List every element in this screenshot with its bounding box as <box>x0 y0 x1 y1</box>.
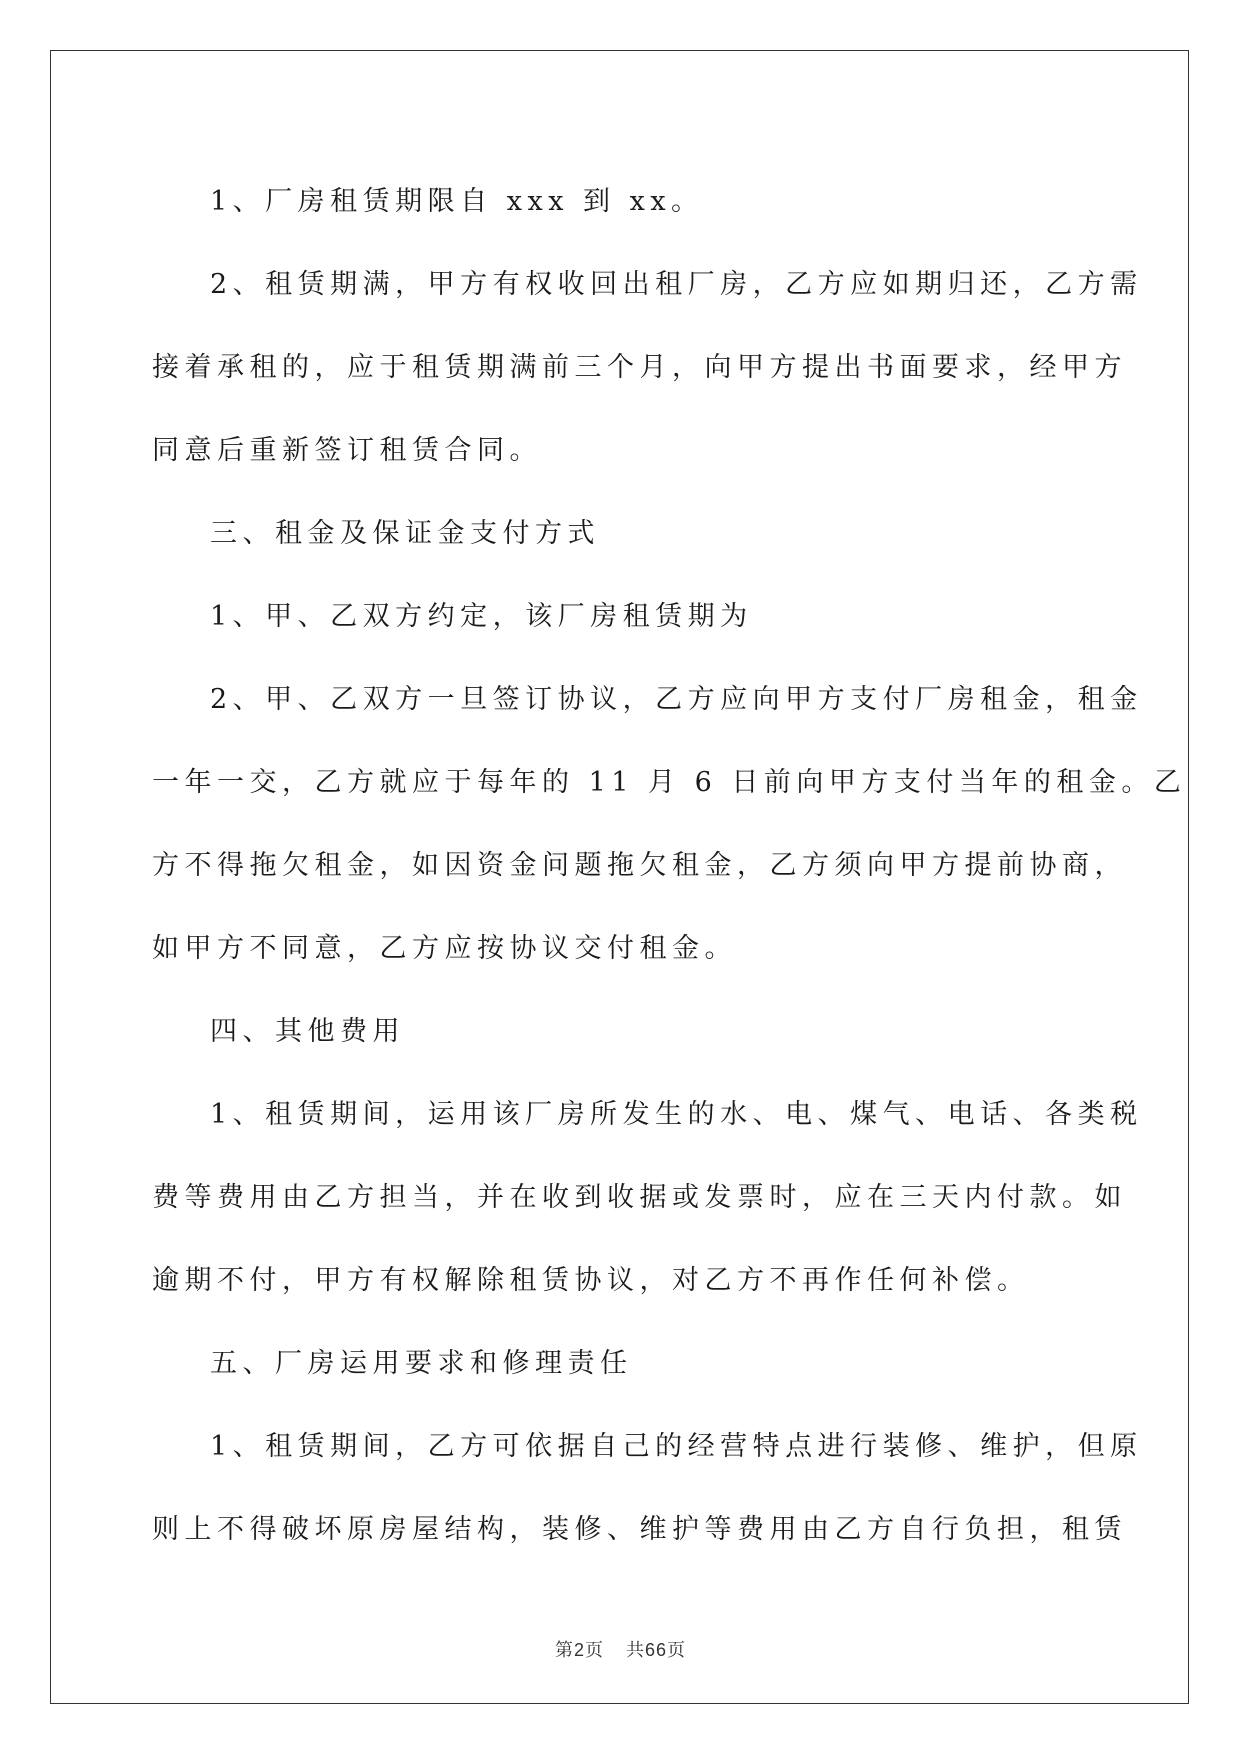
total-suffix: 页 <box>667 1640 687 1661</box>
text-line: 1、租赁期间，运用该厂房所发生的水、电、煤气、电话、各类税 <box>210 1099 1143 1130</box>
page-prefix: 第 <box>554 1640 574 1661</box>
text-line: 费等费用由乙方担当，并在收到收据或发票时，应在三天内付款。如 <box>152 1182 1127 1213</box>
section-heading: 四、其他费用 <box>210 1016 405 1047</box>
text-line: 2、甲、乙双方一旦签订协议，乙方应向甲方支付厂房租金，租金 <box>210 684 1143 715</box>
text-line: 1、厂房租赁期限自 xxx 到 xx。 <box>210 186 704 217</box>
document-body <box>152 160 1187 1571</box>
page-number: 2 <box>573 1640 585 1660</box>
page-footer <box>0 1636 1241 1662</box>
text-line: 则上不得破坏原房屋结构，装修、维护等费用由乙方自行负担，租赁 <box>152 1514 1127 1545</box>
text-line: 逾期不付，甲方有权解除租赁协议，对乙方不再作任何补偿。 <box>152 1265 1030 1296</box>
text-line: 1、租赁期间，乙方可依据自己的经营特点进行装修、维护，但原 <box>210 1431 1143 1462</box>
section-heading: 三、租金及保证金支付方式 <box>210 518 600 549</box>
text-line: 如甲方不同意，乙方应按协议交付租金。 <box>152 933 737 964</box>
text-line: 1、甲、乙双方约定，该厂房租赁期为 <box>210 601 753 632</box>
total-pages: 66 <box>644 1640 668 1660</box>
text-line: 方不得拖欠租金，如因资金问题拖欠租金，乙方须向甲方提前协商， <box>152 850 1127 881</box>
total-prefix: 共 <box>625 1640 645 1661</box>
text-line: 一年一交，乙方就应于每年的 11 月 6 日前向甲方支付当年的租金。乙 <box>152 767 1187 798</box>
section-heading: 五、厂房运用要求和修理责任 <box>210 1348 633 1379</box>
text-line: 同意后重新签订租赁合同。 <box>152 435 542 466</box>
text-line: 接着承租的，应于租赁期满前三个月，向甲方提出书面要求，经甲方 <box>152 352 1127 383</box>
page-suffix: 页 <box>584 1640 604 1661</box>
text-line: 2、租赁期满，甲方有权收回出租厂房，乙方应如期归还，乙方需 <box>210 269 1143 300</box>
